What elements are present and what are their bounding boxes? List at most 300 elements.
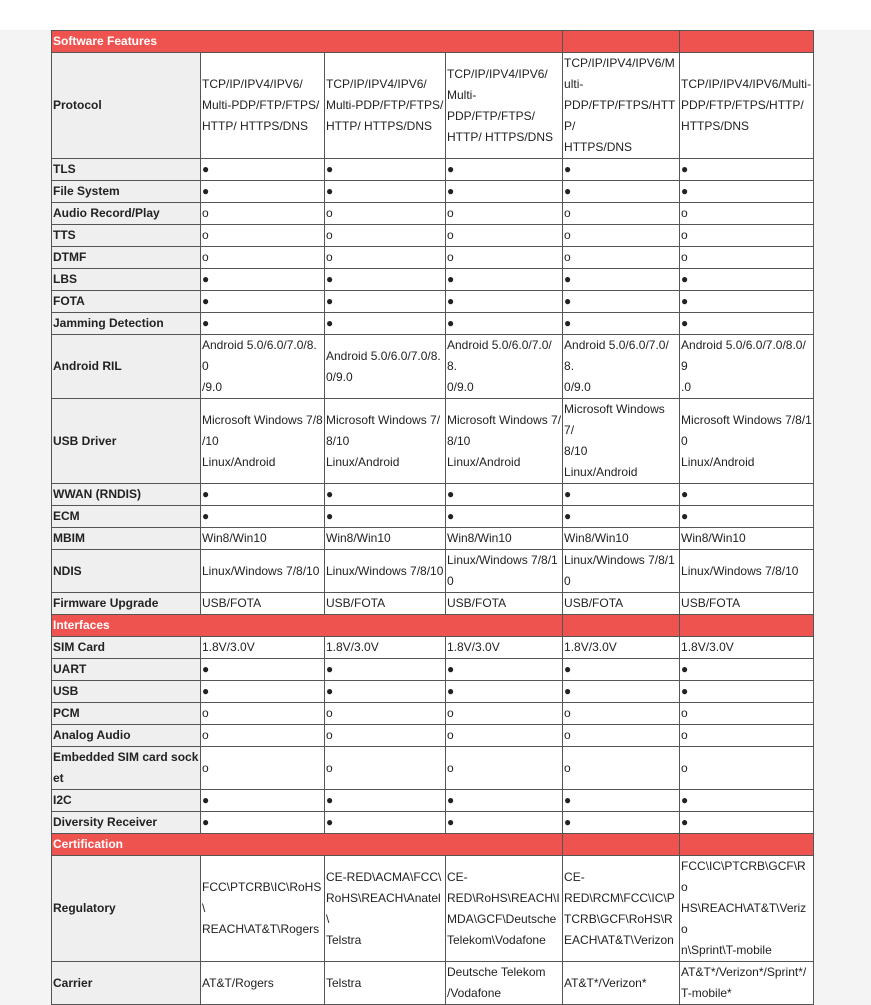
- table-row: [52, 790, 814, 812]
- table-cell: [201, 181, 325, 203]
- cell-value: ●: [202, 487, 210, 501]
- cell-value: o: [447, 760, 454, 775]
- table-cell: [680, 812, 814, 834]
- row-label: [52, 637, 201, 659]
- cell-value: Android 5.0/6.0/7.0/8. 0/9.0: [326, 348, 441, 384]
- table-cell: [680, 550, 814, 593]
- table-cell: [446, 399, 563, 484]
- cell-value: ●: [564, 509, 572, 523]
- cell-value: ●: [447, 294, 455, 308]
- cell-value: USB/FOTA: [564, 596, 624, 610]
- row-label: [52, 399, 201, 484]
- cell-value: AT&T*/Verizon*/Sprint*/ T-mobile*: [681, 965, 807, 1000]
- cell-value: ●: [202, 184, 210, 198]
- table-cell: [680, 484, 814, 506]
- row-label: [52, 159, 201, 181]
- table-cell: [446, 747, 563, 790]
- cell-value: CE-RED\ACMA\FCC\ RoHS\REACH\Anatel\ Telstra: [326, 869, 442, 947]
- cell-value: Deutsche Telekom /Vodafone: [447, 965, 546, 1000]
- cell-value: USB/FOTA: [326, 596, 386, 610]
- cell-value: o: [681, 228, 688, 242]
- cell-value: o: [326, 760, 333, 775]
- cell-value: ●: [564, 793, 572, 807]
- cell-value: ●: [681, 815, 689, 829]
- cell-value: ●: [681, 184, 689, 198]
- table-cell: [325, 203, 446, 225]
- table-cell: [563, 335, 680, 399]
- cell-value: ●: [326, 272, 334, 286]
- cell-value: Linux/Windows 7/8/1 0: [564, 553, 675, 588]
- table-cell: [680, 790, 814, 812]
- row-label-text: MBIM: [53, 531, 85, 545]
- table-cell: [563, 812, 680, 834]
- table-cell: [680, 313, 814, 335]
- row-label-text: USB Driver: [53, 433, 117, 448]
- table-row: [52, 550, 814, 593]
- table-cell: [201, 291, 325, 313]
- table-cell: [325, 528, 446, 550]
- cell-value: ●: [681, 662, 689, 676]
- table-row: [52, 313, 814, 335]
- cell-value: ●: [447, 162, 455, 176]
- table-cell: [680, 681, 814, 703]
- table-cell: [201, 703, 325, 725]
- table-row: [52, 659, 814, 681]
- table-cell: [680, 506, 814, 528]
- cell-value: Linux/Windows 7/8/10: [681, 563, 799, 578]
- row-label: [52, 528, 201, 550]
- table-cell: [680, 725, 814, 747]
- cell-value: FCC\PTCRB\IC\RoHS\ REACH\AT&T\Rogers: [202, 880, 322, 936]
- cell-value: CE- RED\RoHS\REACH\I MDA\GCF\Deutsche Telekom\Vodafone: [447, 869, 560, 947]
- cell-value: o: [202, 760, 209, 775]
- cell-value: Microsoft Windows 7/ 8/10 Linux/Android: [447, 412, 562, 469]
- row-label: [52, 703, 201, 725]
- spec-table-body: [52, 31, 814, 1005]
- table-cell: [201, 812, 325, 834]
- table-row: [52, 725, 814, 747]
- cell-value: Microsoft Windows 7/ 8/10 Linux/Android: [564, 402, 665, 479]
- table-cell: [563, 247, 680, 269]
- table-cell: [201, 269, 325, 291]
- table-cell: [446, 790, 563, 812]
- row-label-text: I2C: [53, 793, 72, 807]
- table-row: [52, 593, 814, 615]
- table-cell: [325, 484, 446, 506]
- cell-value: ●: [447, 662, 455, 676]
- table-cell: [201, 593, 325, 615]
- cell-value: Linux/Windows 7/8/10: [326, 563, 444, 578]
- table-cell: [563, 962, 680, 1005]
- cell-value: Android 5.0/6.0/7.0/8.0 /9.0: [202, 338, 317, 394]
- table-cell: [563, 203, 680, 225]
- cell-value: Linux/Windows 7/8/1 0: [447, 553, 558, 588]
- cell-value: o: [564, 228, 571, 242]
- table-cell: [563, 225, 680, 247]
- table-cell: [201, 725, 325, 747]
- table-cell: [325, 269, 446, 291]
- section-title: Interfaces: [52, 615, 563, 637]
- table-cell: [325, 812, 446, 834]
- table-cell: [446, 725, 563, 747]
- table-cell: [563, 53, 680, 159]
- table-cell: [563, 790, 680, 812]
- cell-value: ●: [447, 184, 455, 198]
- table-cell: [680, 703, 814, 725]
- section-header-fill: [563, 834, 680, 856]
- table-cell: [201, 856, 325, 962]
- cell-value: o: [447, 728, 454, 742]
- cell-value: ●: [202, 294, 210, 308]
- row-label: [52, 593, 201, 615]
- row-label: [52, 659, 201, 681]
- table-cell: [325, 181, 446, 203]
- cell-value: o: [681, 206, 688, 220]
- row-label-text: Android RIL: [53, 359, 122, 373]
- cell-value: o: [564, 206, 571, 220]
- table-cell: [446, 681, 563, 703]
- cell-value: ●: [447, 487, 455, 501]
- table-cell: [325, 962, 446, 1005]
- table-cell: [201, 484, 325, 506]
- cell-value: ●: [202, 793, 210, 807]
- table-cell: [325, 225, 446, 247]
- row-label: [52, 247, 201, 269]
- cell-value: TCP/IP/IPV4/IPV6/ Multi- PDP/FTP/FTPS/ HTTP/ HTTPS/DNS: [447, 66, 554, 144]
- cell-value: o: [447, 228, 454, 242]
- table-cell: [446, 856, 563, 962]
- row-label-text: Embedded SIM card sock et: [53, 750, 199, 785]
- table-row: [52, 291, 814, 313]
- cell-value: ●: [326, 487, 334, 501]
- table-cell: [563, 528, 680, 550]
- row-label: [52, 181, 201, 203]
- cell-value: o: [681, 760, 688, 775]
- cell-value: o: [202, 706, 209, 720]
- table-cell: [680, 856, 814, 962]
- table-cell: [446, 484, 563, 506]
- cell-value: Win8/Win10: [447, 531, 512, 545]
- cell-value: 1.8V/3.0V: [326, 640, 379, 654]
- cell-value: o: [564, 706, 571, 720]
- row-label: [52, 856, 201, 962]
- cell-value: ●: [564, 487, 572, 501]
- table-row: [52, 269, 814, 291]
- cell-value: ●: [447, 793, 455, 807]
- table-cell: [325, 681, 446, 703]
- row-label-text: SIM Card: [53, 640, 106, 654]
- table-cell: [201, 247, 325, 269]
- cell-value: ●: [326, 509, 334, 523]
- cell-value: TCP/IP/IPV4/IPV6/M ulti- PDP/FTP/FTPS/HTT P/ HTTPS/DNS: [564, 56, 676, 154]
- cell-value: Android 5.0/6.0/7.0/8. 0/9.0: [447, 338, 552, 394]
- cell-value: ●: [447, 815, 455, 829]
- row-label-text: NDIS: [53, 563, 82, 578]
- cell-value: Win8/Win10: [681, 531, 746, 545]
- table-cell: [325, 790, 446, 812]
- table-cell: [325, 856, 446, 962]
- row-label-text: File System: [53, 184, 120, 198]
- table-cell: [563, 659, 680, 681]
- row-label-text: Jamming Detection: [53, 316, 164, 330]
- table-cell: [680, 659, 814, 681]
- table-cell: [680, 53, 814, 159]
- table-cell: [446, 335, 563, 399]
- table-cell: [563, 159, 680, 181]
- section-header-software-features: [52, 31, 814, 53]
- table-cell: [680, 181, 814, 203]
- cell-value: o: [326, 206, 333, 220]
- table-cell: [563, 681, 680, 703]
- cell-value: TCP/IP/IPV4/IPV6/ Multi-PDP/FTP/FTPS/ HTTP/ HTTPS/DNS: [326, 77, 444, 133]
- row-label-text: UART: [53, 662, 87, 676]
- cell-value: ●: [681, 316, 689, 330]
- table-cell: [446, 313, 563, 335]
- cell-value: o: [202, 250, 209, 264]
- table-row: [52, 506, 814, 528]
- cell-value: o: [564, 728, 571, 742]
- row-label-text: Protocol: [53, 98, 102, 112]
- table-row: [52, 247, 814, 269]
- table-cell: [446, 225, 563, 247]
- cell-value: ●: [564, 272, 572, 286]
- table-cell: [446, 181, 563, 203]
- table-cell: [201, 637, 325, 659]
- cell-value: ●: [202, 815, 210, 829]
- table-row: [52, 747, 814, 790]
- table-cell: [563, 313, 680, 335]
- table-cell: [680, 335, 814, 399]
- cell-value: USB/FOTA: [202, 596, 262, 610]
- table-cell: [325, 593, 446, 615]
- cell-value: CE- RED\RCM\FCC\IC\P TCRB\GCF\RoHS\R EACH\AT&T\Verizon: [564, 869, 675, 947]
- table-cell: [325, 53, 446, 159]
- table-cell: [680, 399, 814, 484]
- table-cell: [446, 659, 563, 681]
- cell-value: ●: [326, 316, 334, 330]
- cell-value: ●: [447, 684, 455, 698]
- cell-value: Win8/Win10: [326, 531, 391, 545]
- table-cell: [201, 313, 325, 335]
- table-cell: [446, 703, 563, 725]
- cell-value: ●: [564, 662, 572, 676]
- section-header-certification: [52, 834, 814, 856]
- table-cell: [325, 399, 446, 484]
- cell-value: AT&T*/Verizon*: [564, 975, 647, 990]
- table-cell: [325, 335, 446, 399]
- table-cell: [563, 181, 680, 203]
- table-cell: [563, 399, 680, 484]
- table-cell: [563, 747, 680, 790]
- cell-value: ●: [202, 316, 210, 330]
- cell-value: ●: [326, 294, 334, 308]
- row-label-text: Audio Record/Play: [53, 206, 160, 220]
- cell-value: ●: [202, 162, 210, 176]
- cell-value: TCP/IP/IPV4/IPV6/Multi- PDP/FTP/FTPS/HTTP/ HTTPS/DNS: [681, 77, 812, 133]
- table-cell: [325, 159, 446, 181]
- cell-value: o: [326, 728, 333, 742]
- cell-value: Telstra: [326, 975, 362, 990]
- cell-value: ●: [326, 815, 334, 829]
- table-row: [52, 225, 814, 247]
- cell-value: o: [447, 250, 454, 264]
- row-label-text: USB: [53, 684, 79, 698]
- table-row: [52, 856, 814, 962]
- row-label: [52, 681, 201, 703]
- cell-value: Win8/Win10: [564, 531, 629, 545]
- cell-value: ●: [681, 294, 689, 308]
- table-cell: [680, 593, 814, 615]
- table-cell: [325, 637, 446, 659]
- section-header-fill: [680, 834, 814, 856]
- table-cell: [325, 247, 446, 269]
- row-label-text: TLS: [53, 162, 76, 176]
- cell-value: 1.8V/3.0V: [202, 640, 255, 654]
- cell-value: o: [447, 206, 454, 220]
- table-cell: [446, 506, 563, 528]
- table-cell: [680, 747, 814, 790]
- cell-value: ●: [202, 272, 210, 286]
- row-label-text: Diversity Receiver: [53, 815, 158, 829]
- table-cell: [201, 528, 325, 550]
- table-cell: [201, 790, 325, 812]
- table-cell: [201, 659, 325, 681]
- cell-value: ●: [202, 684, 210, 698]
- table-cell: [201, 203, 325, 225]
- cell-value: o: [564, 760, 571, 775]
- cell-value: o: [202, 728, 209, 742]
- table-cell: [446, 203, 563, 225]
- row-label: [52, 335, 201, 399]
- cell-value: Android 5.0/6.0/7.0/8. 0/9.0: [564, 338, 669, 394]
- table-row: [52, 399, 814, 484]
- table-row: [52, 962, 814, 1005]
- cell-value: ●: [681, 509, 689, 523]
- row-label-text: Regulatory: [53, 901, 116, 915]
- table-cell: [563, 506, 680, 528]
- table-cell: [325, 550, 446, 593]
- cell-value: Microsoft Windows 7/8/1 0 Linux/Android: [681, 412, 812, 469]
- table-cell: [563, 856, 680, 962]
- section-header-fill: [680, 31, 814, 53]
- table-cell: [446, 528, 563, 550]
- row-label: [52, 203, 201, 225]
- row-label-text: LBS: [53, 272, 77, 286]
- table-cell: [680, 637, 814, 659]
- cell-value: o: [326, 706, 333, 720]
- cell-value: ●: [564, 815, 572, 829]
- row-label: [52, 747, 201, 790]
- row-label-text: Carrier: [53, 975, 93, 990]
- section-header-fill: [563, 31, 680, 53]
- table-cell: [201, 681, 325, 703]
- cell-value: ●: [202, 662, 210, 676]
- section-title: Software Features: [52, 31, 563, 53]
- table-cell: [680, 269, 814, 291]
- table-cell: [201, 335, 325, 399]
- cell-value: ●: [681, 684, 689, 698]
- table-row: [52, 703, 814, 725]
- table-row: [52, 159, 814, 181]
- table-row: [52, 528, 814, 550]
- spec-table: [51, 30, 814, 1005]
- table-cell: [325, 313, 446, 335]
- cell-value: Microsoft Windows 7/ 8/10 Linux/Android: [326, 412, 441, 469]
- section-title: Certification: [52, 834, 563, 856]
- table-cell: [201, 53, 325, 159]
- row-label-text: FOTA: [53, 294, 85, 308]
- table-cell: [325, 659, 446, 681]
- table-cell: [563, 703, 680, 725]
- cell-value: o: [326, 228, 333, 242]
- page-top-band: [0, 0, 871, 30]
- row-label-text: Firmware Upgrade: [53, 596, 159, 610]
- cell-value: Android 5.0/6.0/7.0/8.0/9 .0: [681, 338, 806, 394]
- table-cell: [446, 637, 563, 659]
- table-cell: [446, 269, 563, 291]
- table-row: [52, 637, 814, 659]
- table-cell: [446, 962, 563, 1005]
- row-label: [52, 484, 201, 506]
- table-cell: [201, 962, 325, 1005]
- row-label: [52, 790, 201, 812]
- table-cell: [201, 747, 325, 790]
- row-label: [52, 313, 201, 335]
- table-cell: [680, 291, 814, 313]
- cell-value: USB/FOTA: [447, 596, 507, 610]
- cell-value: o: [326, 250, 333, 264]
- cell-value: ●: [326, 184, 334, 198]
- table-row: [52, 812, 814, 834]
- cell-value: Microsoft Windows 7/8 /10 Linux/Android: [202, 412, 323, 469]
- section-header-fill: [680, 615, 814, 637]
- row-label-text: TTS: [53, 228, 76, 242]
- row-label: [52, 550, 201, 593]
- cell-value: 1.8V/3.0V: [447, 640, 500, 654]
- cell-value: o: [202, 228, 209, 242]
- cell-value: ●: [681, 793, 689, 807]
- table-cell: [446, 247, 563, 269]
- cell-value: ●: [564, 162, 572, 176]
- section-header-interfaces: [52, 615, 814, 637]
- cell-value: TCP/IP/IPV4/IPV6/ Multi-PDP/FTP/FTPS/ HTTP/ HTTPS/DNS: [202, 77, 320, 133]
- table-cell: [680, 203, 814, 225]
- row-label: [52, 725, 201, 747]
- cell-value: Win8/Win10: [202, 531, 267, 545]
- cell-value: ●: [447, 509, 455, 523]
- cell-value: ●: [564, 684, 572, 698]
- table-cell: [201, 399, 325, 484]
- table-cell: [201, 225, 325, 247]
- row-label-text: PCM: [53, 706, 80, 720]
- table-cell: [563, 269, 680, 291]
- table-cell: [446, 812, 563, 834]
- cell-value: ●: [326, 793, 334, 807]
- table-cell: [325, 291, 446, 313]
- table-cell: [680, 159, 814, 181]
- cell-value: ●: [326, 662, 334, 676]
- row-label: [52, 269, 201, 291]
- table-cell: [325, 506, 446, 528]
- table-cell: [325, 747, 446, 790]
- cell-value: AT&T/Rogers: [202, 975, 274, 990]
- table-cell: [325, 703, 446, 725]
- row-label: [52, 506, 201, 528]
- cell-value: o: [564, 250, 571, 264]
- cell-value: ●: [326, 162, 334, 176]
- cell-value: ●: [564, 294, 572, 308]
- cell-value: o: [447, 706, 454, 720]
